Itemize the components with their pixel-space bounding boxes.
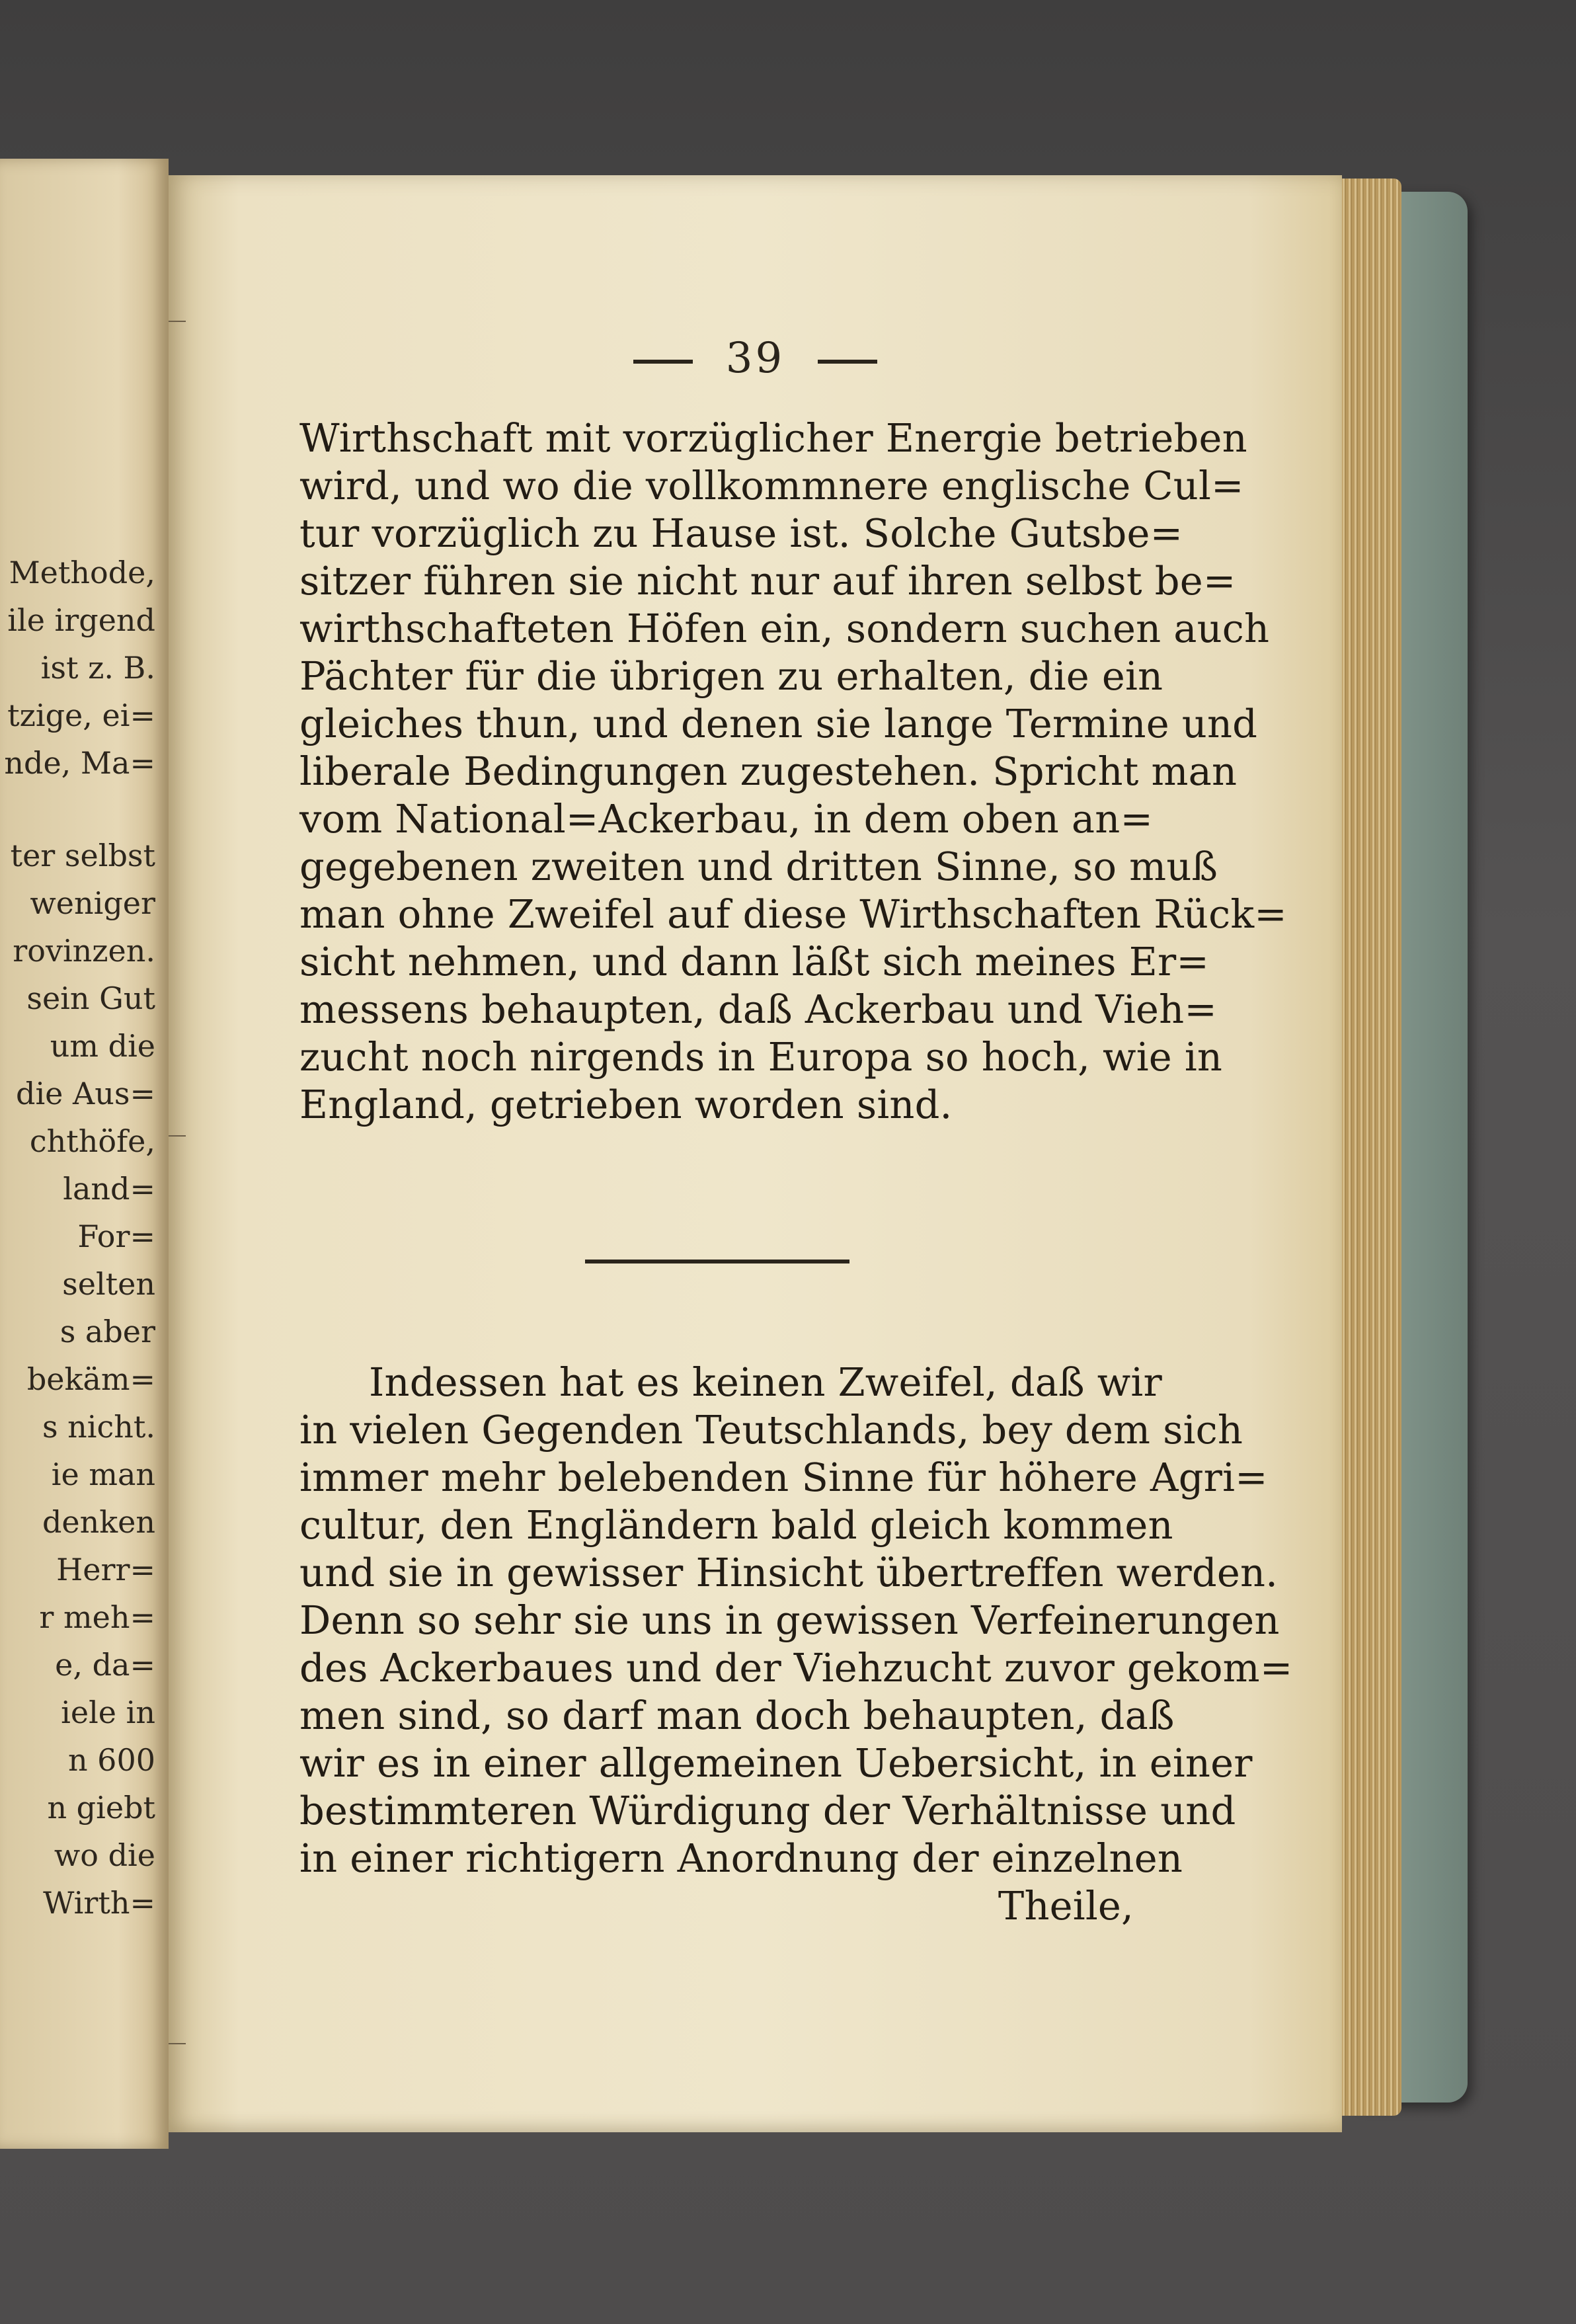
left-page-line: For= [77, 1219, 155, 1254]
left-page-line: ie man [51, 1457, 155, 1492]
text-line: gleiches thun, und denen sie lange Termine und [299, 701, 1258, 746]
left-page-line: e, da= [55, 1647, 155, 1683]
text-line: Indessen hat es keinen Zweifel, daß wir [369, 1359, 1162, 1405]
text-line: Denn so sehr sie uns in gewissen Verfeinerungen [299, 1597, 1280, 1643]
left-page-line: iele in [61, 1695, 155, 1730]
left-page-line: ile irgend [7, 602, 155, 638]
page-number-dash-left [633, 360, 693, 364]
left-page-line: s nicht. [42, 1409, 155, 1445]
left-page-line: denken [42, 1504, 155, 1540]
right-page [169, 175, 1342, 2132]
catchword: Theile, [998, 1883, 1134, 1929]
text-line: Wirthschaft mit vorzüglicher Energie betrieben [299, 415, 1247, 461]
left-paragraph-gap [0, 787, 162, 832]
text-line: Pächter für die übrigen zu erhalten, die ein [299, 653, 1163, 699]
left-page [0, 159, 169, 2149]
left-page-line: Herr= [56, 1552, 155, 1587]
text-line: men sind, so darf man doch behaupten, daß [299, 1693, 1175, 1738]
page-number [169, 334, 1342, 383]
text-line: in vielen Gegenden Teutschlands, bey dem sich [299, 1407, 1243, 1453]
left-page-line: wo die [54, 1837, 155, 1873]
left-page-line: nde, Ma= [4, 745, 155, 781]
page-number-value: 39 [725, 334, 785, 383]
text-line: sitzer führen sie nicht nur auf ihren selbst be= [299, 558, 1236, 604]
left-page-line: bekäm= [26, 1361, 155, 1397]
left-page-line: r meh= [39, 1599, 155, 1635]
catchword-line [299, 1882, 1134, 1930]
text-line: vom National=Ackerbau, in dem oben an= [299, 796, 1154, 842]
left-page-line: ter selbst [10, 838, 155, 873]
text-line: in einer richtigern Anordnung der einzelnen [299, 1835, 1183, 1881]
text-line: wird, und wo die vollkommnere englische Cul= [299, 463, 1244, 508]
text-line: England, getrieben worden sind. [299, 1082, 953, 1127]
text-line: immer mehr belebenden Sinne für höhere Agri= [299, 1455, 1268, 1500]
text-line: bestimmteren Würdigung der Verhältnisse und [299, 1788, 1236, 1833]
paragraph-2 [299, 1359, 1293, 1882]
fold-mark [169, 2043, 186, 2044]
left-page-line: Wirth= [43, 1885, 155, 1921]
text-line: tur vorzüglich zu Hause ist. Solche Gutsbe= [299, 510, 1183, 556]
text-line: sicht nehmen, und dann läßt sich meines Er= [299, 939, 1209, 984]
left-page-line: weniger [30, 885, 155, 921]
left-page-line: land= [63, 1171, 155, 1207]
text-line: des Ackerbaues und der Viehzucht zuvor gekom= [299, 1645, 1293, 1691]
left-page-line: ist z. B. [40, 650, 155, 686]
fold-mark [169, 321, 186, 322]
text-line: und sie in gewisser Hinsicht übertreffen werden. [299, 1550, 1279, 1595]
left-page-line: chthöfe, [29, 1123, 155, 1159]
left-page-line: s aber [59, 1314, 155, 1349]
text-line: liberale Bedingungen zugestehen. Spricht man [299, 748, 1238, 794]
left-page-line: Methode, [9, 555, 155, 590]
text-line: man ohne Zweifel auf diese Wirthschaften Rück= [299, 891, 1287, 937]
text-line: wir es in einer allgemeinen Uebersicht, in einer [299, 1740, 1253, 1786]
text-line: messens behaupten, daß Ackerbau und Vieh= [299, 986, 1217, 1032]
left-page-text [0, 549, 162, 1927]
page-number-dash-right [818, 360, 877, 364]
text-line: zucht noch nirgends in Europa so hoch, wie in [299, 1034, 1223, 1080]
fold-mark [169, 1135, 186, 1137]
left-page-line: die Aus= [16, 1076, 155, 1111]
left-page-line: sein Gut [26, 981, 155, 1016]
section-divider [585, 1260, 849, 1263]
left-page-line: tzige, ei= [7, 698, 155, 733]
text-line: wirthschafteten Höfen ein, sondern suchen auch [299, 606, 1270, 651]
left-page-line: n 600 [67, 1742, 155, 1778]
left-page-line: selten [62, 1266, 155, 1302]
left-page-line: um die [50, 1028, 155, 1064]
left-page-line: n giebt [47, 1790, 155, 1825]
text-line: cultur, den Engländern bald gleich kommen [299, 1502, 1173, 1548]
text-line: gegebenen zweiten und dritten Sinne, so muß [299, 844, 1218, 889]
paragraph-1 [299, 415, 1287, 1129]
left-page-line: rovinzen. [13, 933, 155, 969]
